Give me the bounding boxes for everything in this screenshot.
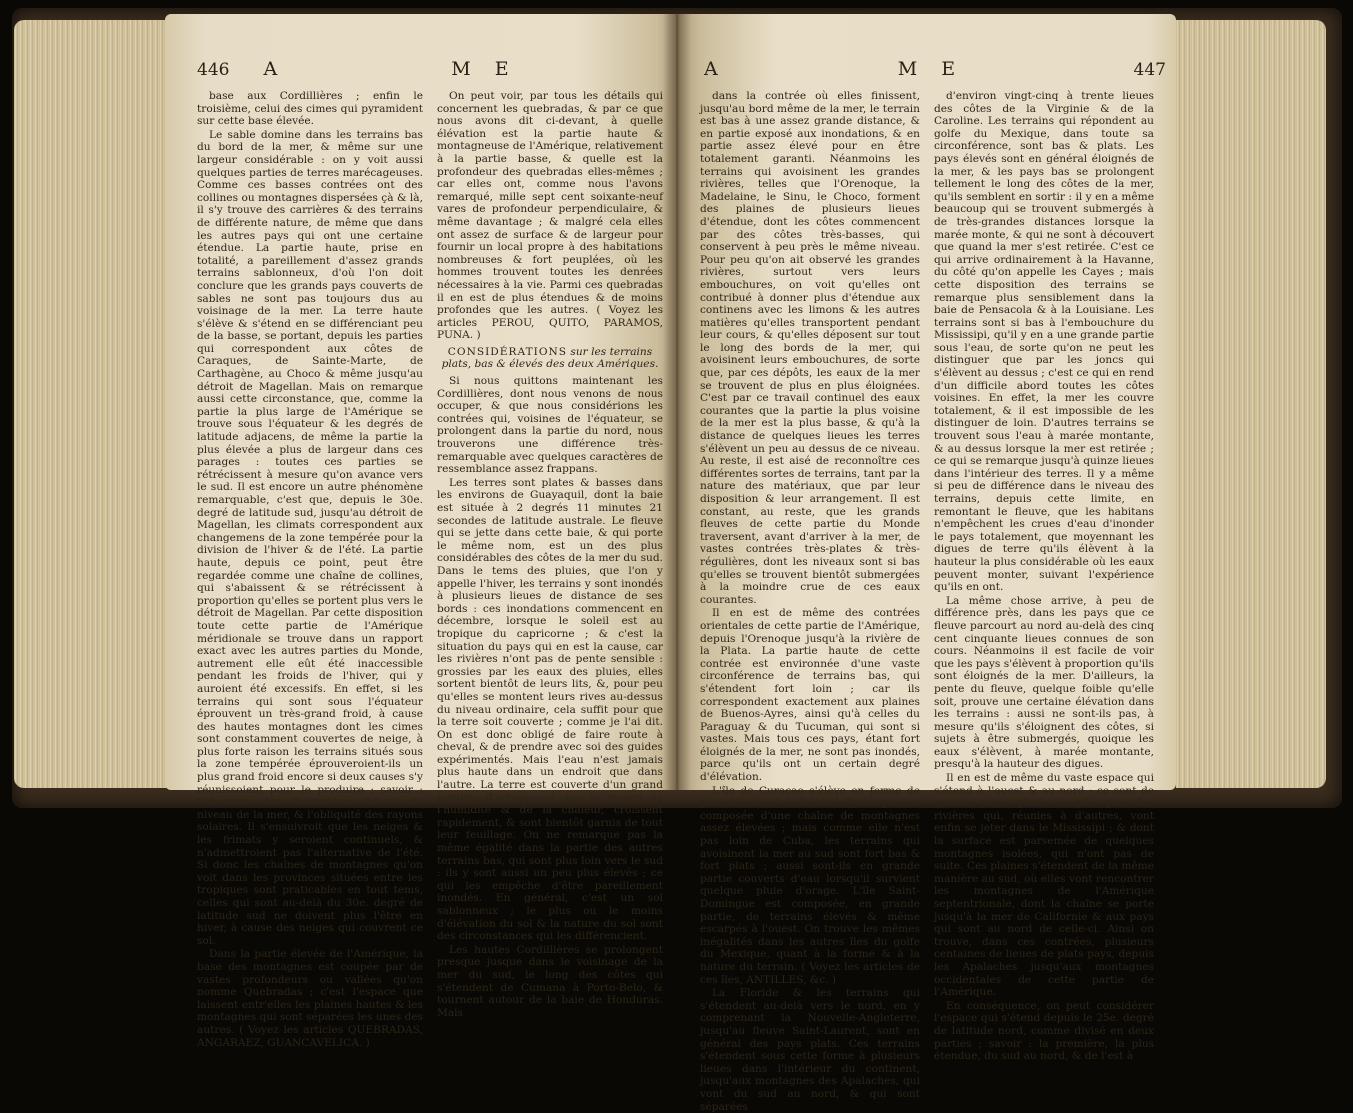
right-head-letter-1: A (704, 58, 722, 80)
section-title (437, 346, 663, 371)
left-page (165, 14, 678, 1049)
right-columns (700, 90, 1154, 1113)
paragraph: La même chose arrive, à peu de différence près, dans les pays que ce fleuve parcourt au nord au-delà des cinq cent cinquante lieues connues de son cours. Néanmoins il est facile de voir que les pays s'élèvent à proportion qu'ils sont éloignés de la mer. D'ailleurs, la pente du fleuve, quelque foible qu'elle soit, prouve une certaine élévation dans les terrains : aussi ne sont-ils pas, à mesure qu'ils s'éloignent des côtes, si sujets à être submergés, quoique les eaux s'élèvent, à marée montante, presqu'à la hauteur des digues. (934, 594, 1154, 771)
right-page-edges (1176, 20, 1326, 788)
paragraph: Le sable domine dans les terrains bas du bord de la mer, & même sur une largeur considérable : on y voit aussi quelques parties de terres marécageuses. Comme ces basses contrées ont des collines ou montagnes dispersées çà & là, il s'y trouve des carrières & des terrains de différente nature, de même que dans les autres pays qui ont une certaine étendue. La partie haute, prise en totalité, a pareillement d'assez grands terrains sablonneux, d'où l'on doit conclure que les grands pays couverts de sables ne sont pas toujours dus au voisinage de la mer. La terre haute s'élève & s'étend en se différenciant peu de la basse, se portant, depuis les parties qui correspondent aux côtes de Caraques, de Sainte-Marte, de Carthagène, au Choco & même jusqu'au détroit de Magellan. Mais on remarque aussi cette circonstance, que, comme la partie la plus large de l'Amérique se trouve sous l'équateur & les degrés de latitude adjacens, de même la partie la plus élevée a plus de largeur dans ces parages : toutes ces parties se rétrécissent à mesure qu'on avance vers le sud. Il est encore un autre phénomène remarquable, c'est que, depuis le 30e. degré de latitude sud, jusqu'au détroit de Magellan, les climats correspondent aux changemens de la zone tempérée pour la division de l'hiver & de l'été. La partie haute, depuis ce point, peut être regardée comme une chaîne de collines, qui s'abaissent & se rétrécissent à proportion qu'elles se portent plus vers le détroit de Magellan. Par cette disposition toute cette partie de l'Amérique méridionale se trouve dans un rapport exact avec les autres parties du Monde, autrement elle eût été inaccessible pendant les froids de l'hiver, qui y auroient été excessifs. En effet, si les terrains qui sont sous l'équateur éprouvent un très-grand froid, à cause des hautes montagnes dont les cimes sont constamment couvertes de neige, à plus forte raison les terrains situés sous la zone tempérée éprouveroient-ils un plus grand froid encore si deux causes s'y réunissoient pour le produire ; savoir : l'élévation des masses au dessus du niveau de la mer, & l'obliquité des rayons solaires. Il s'ensuivroit que les neiges & les frimats y seroient continuels, & n'admettroient pas l'alternative de l'été. Si donc les chaînes de montagnes qu'on voit dans les provinces situées entre les tropiques sont praticables en tout tems, celles qui sont au-delà du 30e. degré de latitude sud ne doivent plus l'être en hiver, à cause des neiges qui couvrent ce sol. (197, 128, 423, 947)
right-page-number: 447 (1133, 60, 1166, 80)
right-head-letter-2: M (897, 58, 922, 80)
paragraph: d'environ vingt-cinq à trente lieues des côtes de la Virginie & de la Caroline. Les terrains qui répondent au golfe du Mexique, dans toute sa circonférence, sont bas & plats. Les pays élevés sont en général éloignés de la mer, & les pays bas se prolongent tellement le long des côtes de la mer, qu'ils semblent en sortir : il y en a même beaucoup qui se trouvent submergés à de très-grandes distances lorsque la marée monte, & qui ne sont à découvert que quand la mer s'est retirée. C'est ce qui arrive ordinairement à la Havanne, du côté qu'on appelle les Cayes ; mais cette disposition des terrains se remarque plus sensiblement dans la baie de Pensacola & à la Louisiane. Les terrains sont si bas à l'embouchure du Mississipi, qu'il y en a une grande partie sous l'eau, de sorte qu'on ne peut les distinguer que par les joncs qui s'élèvent au dessus ; c'est ce qui en rend d'un difficile abord toutes les côtes voisines. En effet, la mer les couvre totalement, & il est impossible de les distinguer de loin. D'autres terrains se trouvent sous l'eau à marée montante, & au dessus lorsque la mer est retirée ; ce qui se remarque jusqu'à quinze lieues dans l'intérieur des terres. Il y a même si peu de différence dans le niveau des terrains, depuis cette limite, en remontant le fleuve, que les habitans n'empêchent les crues d'eau d'inonder le pays totalement, que moyennant les digues de terre qu'ils élèvent à la hauteur la plus considérable où les eaux peuvent monter, suivant l'expérience qu'ils en ont. (934, 90, 1154, 594)
right-running-head (704, 58, 1166, 86)
paragraph: En conséquence, on peut considérer l'espace qui s'étend depuis le 25e. degré de latitude nord, comme divisé en deux parties ; savoir : la première, la plus étendue, du sud au nord, & de l'est à (934, 999, 1154, 1063)
right-column-1 (700, 90, 920, 1113)
left-page-edges (14, 20, 166, 788)
left-column-2 (437, 90, 663, 1019)
paragraph: dans la contrée où elles finissent, jusqu'au bord même de la mer, le terrain est bas à une assez grande distance, & en partie exposé aux inondations, & en partie assez élevé pour en être totalement garanti. Néanmoins les terrains qui avoisinent les grandes rivières, telles que l'Orenoque, la Madelaine, le Sinu, le Choco, forment des plaines de plusieurs lieues d'étendue, dont les côtes commencent par des côtes très-basses, qui conservent à peu près le même niveau. Pour peu qu'on ait observé les grandes rivières, surtout vers leurs embouchures, on voit qu'elles ont contribué à donner plus d'étendue aux continens avec les limons & les autres matières qu'elles transportent pendant leur cours, & qu'elles déposent sur tout le long des bords de la mer, qui avoisinent leurs embouchures, de sorte que, par ces dépôts, les eaux de la mer se trouvent de plus en plus éloignées. C'est par ce travail continuel des eaux courantes que la partie la plus voisine de la mer est la plus basse, & qu'à la distance de quelques lieues les terres s'élèvent un peu au dessus de ce niveau. Au reste, il est aisé de reconnoître ces différentes sortes de terrains, tant par la nature des matériaux, que par leur disposition & leur arrangement. Il est constant, au reste, que les grands fleuves de cette partie du Monde traversent, avant d'arriver à la mer, de vastes contrées très-plates & très-régulières, dont les niveaux sont si bas qu'elles se trouvent bientôt submergées à la moindre crue de ces eaux courantes. (700, 90, 920, 606)
left-running-head (197, 58, 663, 86)
paragraph: Il en est de même des contrées orientales de cette partie de l'Amérique, depuis l'Orenoque jusqu'à la rivière de la Plata. La partie haute de cette contrée est environnée d'une vaste circonférence de terrains bas, qui s'étendent fort loin ; car ils correspondent exactement aux plaines de Buenos-Ayres, ainsi qu'à celles du Paraguay & du Tucuman, qui sont si vastes. Mais tous ces pays, étant fort éloignés de la mer, ne sont pas inondés, parce qu'ils ont un certain degré d'élévation. (700, 607, 920, 784)
paragraph: On peut voir, par tous les détails qui concernent les quebradas, & par ce que nous avons dit ci-devant, à quelle élévation est la partie haute & montagneuse de l'Amérique, relativement à la partie basse, & quelle est la profondeur des quebradas elles-mêmes ; car elles ont, comme nous l'avons remarqué, mille sept cent soixante-neuf vares de profondeur perpendiculaire, & même davantage ; & malgré cela elles ont assez de surface & de largeur pour fournir un local propre à des habitations nombreuses & fort peuplées, où les hommes trouvent toutes les denrées nécessaires à la vie. Parmi ces quebradas il en est de plus étendues & de moins profondes que les autres. ( Voyez les articles PEROU, QUITO, PARAMOS, PUNA. ) (437, 90, 663, 342)
left-column-1 (197, 90, 423, 1049)
paragraph: Si nous quittons maintenant les Cordillières, dont nous venons de nous occuper, & que nous considérions les contrées qui, voisines de l'équateur, se prolongent dans la partie du nord, nous trouverons une différence très-remarquable avec quelques caractères de ressemblance assez frappans. (437, 375, 663, 476)
left-columns (197, 90, 663, 1049)
paragraph: L'île de Curaçao s'élève en forme de pain de sucre : celle de la Jamaïque est composée d'une chaîne de montagnes assez élevées ; mais comme elle n'est pas loin de Cuba, les terrains qui avoisinent la mer au sud sont fort bas & fort plats ; aussi sont-ils en grande partie couverts d'eau lorsqu'il survient quelque pluie d'orage. L'île Saint-Domingue est composée, en grande partie, de terrains élevés & même escarpés à l'ouest. On trouve les mêmes inégalités dans les autres îles du golfe du Mexique, quant à la forme & à la nature du terrain. ( Voyez les articles de ces îles, ANTILLES, &c. ) (700, 784, 920, 986)
paragraph: Les hautes Cordillières se prolongent presque jusque dans le voisinage de la mer du sud, le long des côtes qui s'étendent de Cumana à Porto-Belo, & tournent autour de la baie de Honduras. Mais (437, 943, 663, 1019)
section-title-lead: CONSIDÉRATIONS (447, 345, 568, 358)
right-head-letter-3: E (941, 58, 960, 80)
paragraph: La Floride & les terrains qui s'étendent au-delà vers le nord, en y comprenant la Nouvelle-Angleterre, jusqu'au fleuve Saint-Laurent, sont en général des pays plats. Ces terrains s'étendent sous cette forme à plusieurs lieues dans l'intérieur du continent, jusqu'aux montagnes des Apalaches, qui vont du sud au nord, & qui sont séparées (700, 987, 920, 1113)
paragraph: Dans la partie élevée de l'Amérique, la base des montagnes est coupée par de vastes profondeurs ou vallées qu'on nomme Quebradas ; c'est l'espace que laissent entr'elles les plaines hautes & les montagnes qui sont séparées les unes des autres. ( Voyez les articles QUEBRADAS, ANGARAEZ, GUANCAVELICA. ) (197, 948, 423, 1049)
left-page-number: 446 (197, 60, 230, 80)
left-head-letter-2: M (451, 58, 475, 80)
paragraph: Les terres sont plates & basses dans les environs de Guayaquil, dont la baie est située à 2 degrés 11 minutes 21 secondes de latitude australe. Le fleuve qui se jette dans cette baie, & qui porte le même nom, est un des plus considérables des côtes de la mer du sud. Dans le tems des pluies, que l'on y appelle l'hiver, les terrains y sont inondés à plusieurs lieues de distance de ses bords : ces inondations commencent en décembre, lorsque le soleil est au tropique du capricorne ; & c'est la situation du pays qui en est la cause, car les rivières n'ont pas de pente sensible : grossies par les eaux des pluies, elles sortent bientôt de leurs lits, &, pour peu qu'elles se montent leurs rives au-dessus du niveau ordinaire, cela suffit pour que la terre soit couverte ; comme je l'ai dit. On est donc obligé de faire route à cheval, & de prendre avec soi des guides expérimentés. Mais l'eau n'est jamais plus haute dans un endroit que dans l'autre. La terre est couverte d'un grand nombre d'arbres qui, par le moyen de l'humidité & de la chaleur, croissent rapidement, & sont bientôt garnis de tout leur feuillage. On ne remarque pas la même égalité dans la partie des autres terrains bas, qui sont plus loin vers le sud : ils y sont aussi un peu plus élevés ; ce qui les empêche d'être pareillement inondés. En général, c'est un sol sablonneux ; le plus ou le moins d'élévation du sol & la nature du sol sont des circonstances qui les différencient. (437, 476, 663, 943)
right-page (676, 14, 1176, 1113)
section-title-rest: sur les terrains plats, bas & élevés des deux Amériques. (441, 345, 659, 371)
paragraph: Il en est de même du vaste espace qui s'étend à l'ouest & au nord ; ce sont de grands pays plats, coupés par des rivières qui, réunies à d'autres, vont enfin se jeter dans le Mississipi ; & dont la surface est parsemée de quelques montagnes isolées, qui n'ont pas de suite. Ces plaines s'étendent de la même manière au sud, où elles vont rencontrer les montagnes de l'Amérique septentrionale, dont la chaîne se porte jusqu'à la mer de Californie & aux pays qui sont au nord de celle-ci. Ainsi on trouve, dans ces contrées, plusieurs centaines de lieues de plats pays, depuis les Apalaches jusqu'aux montagnes occidentales de cette partie de l'Amérique. (934, 772, 1154, 999)
paragraph: base aux Cordillières ; enfin le troisième, celui des cimes qui pyramident sur cette base élevée. (197, 90, 423, 128)
right-column-2 (934, 90, 1154, 1063)
left-head-letter-3: E (494, 58, 513, 80)
left-head-letter-1: A (263, 58, 282, 80)
